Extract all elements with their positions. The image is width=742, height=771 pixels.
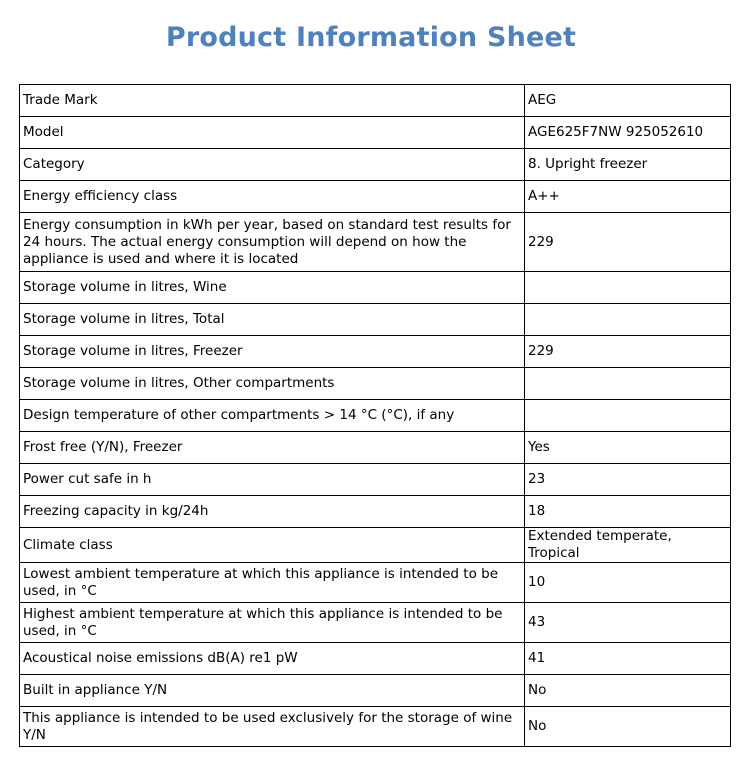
row-label: Storage volume in litres, Wine: [20, 272, 525, 304]
table-row: [20, 707, 731, 747]
row-value: AEG: [525, 85, 731, 117]
row-value: 23: [525, 464, 731, 496]
row-value: A++: [525, 181, 731, 213]
row-value: 43: [525, 603, 731, 643]
table-row: [20, 603, 731, 643]
row-value: Yes: [525, 432, 731, 464]
row-label: Power cut safe in h: [20, 464, 525, 496]
row-value: 229: [525, 213, 731, 272]
row-label: Highest ambient temperature at which this appliance is intended to be used, in °C: [20, 603, 525, 643]
table-row: [20, 117, 731, 149]
row-label: Storage volume in litres, Freezer: [20, 336, 525, 368]
row-value: [525, 368, 731, 400]
table-row: [20, 368, 731, 400]
row-label: Freezing capacity in kg/24h: [20, 496, 525, 528]
table-row: [20, 563, 731, 603]
row-label: Storage volume in litres, Other compartments: [20, 368, 525, 400]
row-label: Built in appliance Y/N: [20, 675, 525, 707]
table-row: [20, 149, 731, 181]
table-row: [20, 85, 731, 117]
table-row: [20, 432, 731, 464]
row-value: [525, 304, 731, 336]
row-value: No: [525, 675, 731, 707]
table-row: [20, 528, 731, 563]
row-label: Storage volume in litres, Total: [20, 304, 525, 336]
row-label: Design temperature of other compartments > 14 °C (°C), if any: [20, 400, 525, 432]
row-value: AGE625F7NW 925052610: [525, 117, 731, 149]
row-label: Lowest ambient temperature at which this appliance is intended to be used, in °C: [20, 563, 525, 603]
row-label: Trade Mark: [20, 85, 525, 117]
row-label: Energy efficiency class: [20, 181, 525, 213]
row-value: [525, 400, 731, 432]
table-row: [20, 272, 731, 304]
table-row: [20, 643, 731, 675]
table-row: [20, 336, 731, 368]
row-value: 10: [525, 563, 731, 603]
row-value: Extended temperate, Tropical: [525, 528, 731, 563]
product-info-table: [19, 84, 731, 747]
table-row: [20, 181, 731, 213]
row-label: Energy consumption in kWh per year, based on standard test results for 24 hours. The actual energy consumption will depend on how the appliance is used and where it is located: [20, 213, 525, 272]
row-value: 18: [525, 496, 731, 528]
row-value: [525, 272, 731, 304]
table-row: [20, 496, 731, 528]
row-label: Category: [20, 149, 525, 181]
row-value: 229: [525, 336, 731, 368]
row-label: This appliance is intended to be used exclusively for the storage of wine Y/N: [20, 707, 525, 747]
page-title: Product Information Sheet: [165, 22, 577, 53]
row-label: Frost free (Y/N), Freezer: [20, 432, 525, 464]
table-row: [20, 464, 731, 496]
table-row: [20, 675, 731, 707]
row-label: Model: [20, 117, 525, 149]
row-value: 41: [525, 643, 731, 675]
row-label: Acoustical noise emissions dB(A) re1 pW: [20, 643, 525, 675]
table-row: [20, 213, 731, 272]
table-row: [20, 304, 731, 336]
row-value: No: [525, 707, 731, 747]
row-label: Climate class: [20, 528, 525, 563]
table-row: [20, 400, 731, 432]
row-value: 8. Upright freezer: [525, 149, 731, 181]
